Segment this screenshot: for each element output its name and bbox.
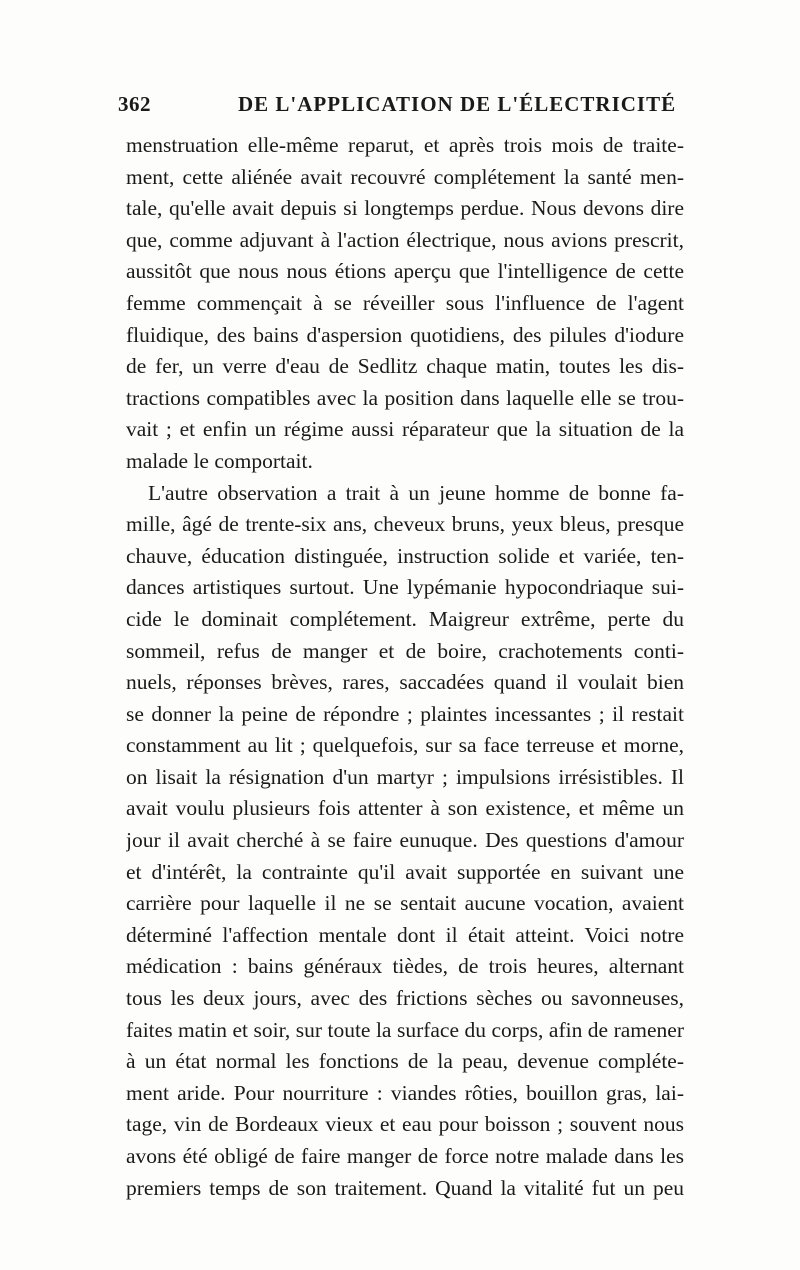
text-line: à un état normal les fonctions de la peau, devenue compléte- bbox=[126, 1049, 684, 1074]
text-line: médication : bains généraux tièdes, de trois heures, alternant bbox=[126, 954, 684, 979]
text-line: avait voulu plusieurs fois attenter à son existence, et même un bbox=[126, 796, 684, 821]
text-line: dances artistiques surtout. Une lypémanie hypocondriaque sui- bbox=[126, 575, 684, 600]
text-line: de fer, un verre d'eau de Sedlitz chaque matin, toutes les dis- bbox=[126, 354, 684, 379]
text-line: cide le dominait complétement. Maigreur extrême, perte du bbox=[126, 606, 684, 631]
paragraph-end-line: malade le comportait. bbox=[126, 448, 313, 473]
text-line: constamment au lit ; quelquefois, sur sa face terreuse et morne, bbox=[126, 733, 684, 758]
text-line: carrière pour laquelle il ne se sentait aucune vocation, avaient bbox=[126, 891, 684, 916]
text-line: ment, cette aliénée avait recouvré complétement la santé men- bbox=[126, 164, 684, 189]
text-line: premiers temps de son traitement. Quand la vitalité fut un peu bbox=[126, 1175, 684, 1200]
text-line: que, comme adjuvant à l'action électrique, nous avions prescrit, bbox=[126, 227, 684, 252]
text-line: nuels, réponses brèves, rares, saccadées quand il voulait bien bbox=[126, 670, 684, 695]
text-line: fluidique, des bains d'aspersion quotidiens, des pilules d'iodure bbox=[126, 322, 684, 347]
text-line: tage, vin de Bordeaux vieux et eau pour boisson ; souvent nous bbox=[126, 1112, 684, 1137]
text-line: sommeil, refus de manger et de boire, crachotements conti- bbox=[126, 638, 684, 663]
text-line: femme commençait à se réveiller sous l'influence de l'agent bbox=[126, 290, 684, 315]
text-line: aussitôt que nous nous étions aperçu que l'intelligence de cette bbox=[126, 259, 684, 284]
text-line: tous les deux jours, avec des frictions sèches ou savonneuses, bbox=[126, 986, 684, 1011]
text-line: menstruation elle-même reparut, et après trois mois de traite- bbox=[126, 133, 684, 157]
text-line: on lisait la résignation d'un martyr ; impulsions irrésistibles. Il bbox=[126, 764, 684, 789]
text-line: ment aride. Pour nourriture : viandes rôties, bouillon gras, lai- bbox=[126, 1080, 684, 1105]
text-line: jour il avait cherché à se faire eunuque. Des questions d'amour bbox=[126, 828, 684, 853]
text-line: faites matin et soir, sur toute la surface du corps, afin de ramener bbox=[126, 1017, 684, 1042]
text-line: vait ; et enfin un régime aussi réparateur que la situation de la bbox=[126, 417, 684, 442]
page-header bbox=[118, 92, 684, 122]
text-line: et d'intérêt, la contrainte qu'il avait supportée en suivant une bbox=[126, 859, 684, 884]
text-line: déterminé l'affection mentale dont il était atteint. Voici notre bbox=[126, 922, 684, 947]
text-line: tractions compatibles avec la position dans laquelle elle se trou- bbox=[126, 385, 684, 410]
text-line: chauve, éducation distinguée, instruction solide et variée, ten- bbox=[126, 543, 684, 568]
paragraph-start-line: L'autre observation a trait à un jeune homme de bonne fa- bbox=[148, 480, 684, 505]
text-line: mille, âgé de trente-six ans, cheveux bruns, yeux bleus, presque bbox=[126, 512, 684, 537]
text-line: tale, qu'elle avait depuis si longtemps perdue. Nous devons dire bbox=[126, 196, 684, 221]
text-line: avons été obligé de faire manger de force notre malade dans les bbox=[126, 1144, 684, 1168]
body-text bbox=[126, 130, 684, 1204]
running-head: DE L'APPLICATION DE L'ÉLECTRICITÉ bbox=[238, 92, 677, 116]
text-line: se donner la peine de répondre ; plaintes incessantes ; il restait bbox=[126, 701, 684, 726]
page-number: 362 bbox=[118, 92, 151, 116]
